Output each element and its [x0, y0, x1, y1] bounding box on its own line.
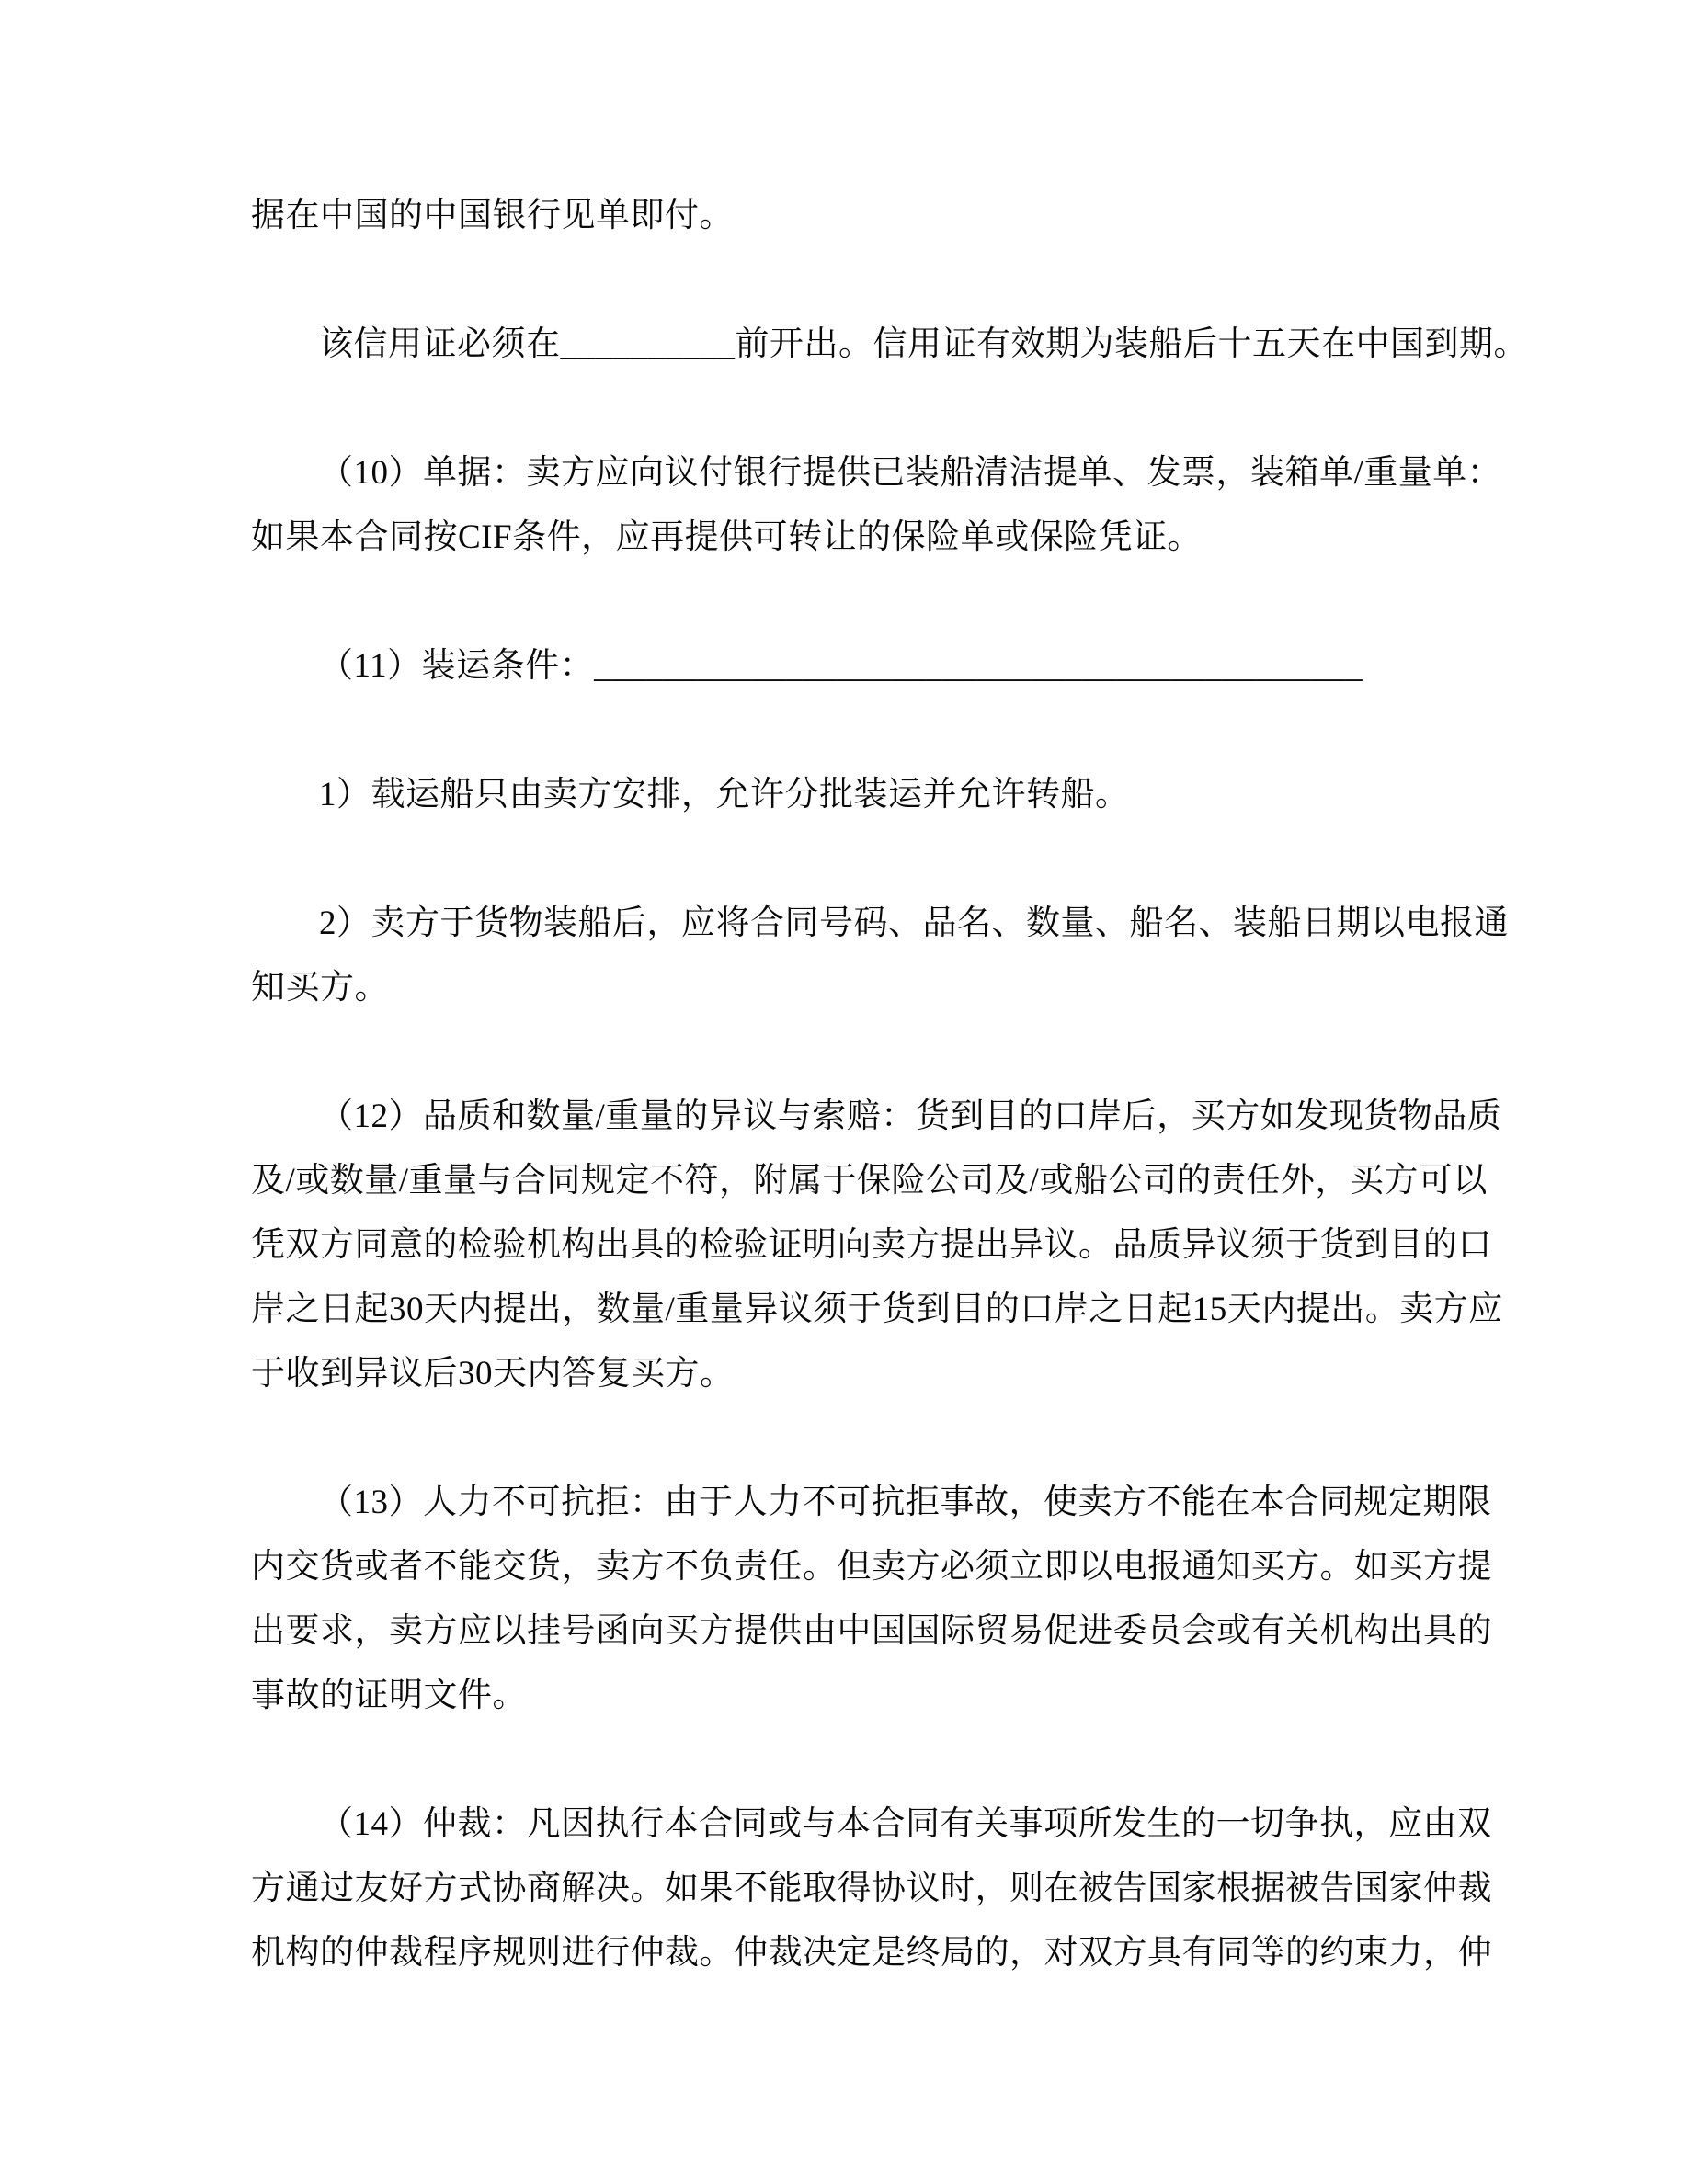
para-13-force-majeure — [251, 1471, 1538, 1728]
text-line: 1）载运船只由卖方安排，允许分批装运并允许转船。 — [319, 776, 1130, 813]
text-line: （13）人力不可抗拒：由于人力不可抗拒事故，使卖方不能在本合同规定期限 — [319, 1484, 1492, 1521]
para-letter-of-credit — [251, 313, 1538, 377]
text-line: 出要求，卖方应以挂号函向买方提供由中国国际贸易促进委员会或有关机构出具的 — [251, 1612, 1492, 1650]
para-payment-continuation — [251, 184, 1538, 248]
text-line: （11）装运条件：____________________________________________ — [319, 647, 1363, 685]
text-line: （12）品质和数量/重量的异议与索赔：货到目的口岸后，买方如发现货物品质 — [319, 1098, 1502, 1135]
para-11-item-1 — [251, 763, 1538, 827]
text-line: 如果本合同按CIF条件，应再提供可转让的保险单或保险凭证。 — [251, 518, 1203, 556]
text-line: 据在中国的中国银行见单即付。 — [251, 197, 734, 234]
text-line: 凭双方同意的检验机构出具的检验证明向卖方提出异议。品质异议须于货到目的口 — [251, 1226, 1492, 1264]
para-14-arbitration — [251, 1792, 1538, 1985]
para-11-shipment-terms — [251, 634, 1538, 699]
text-line: 方通过友好方式协商解决。如果不能取得协议时，则在被告国家根据被告国家仲裁 — [251, 1870, 1492, 1907]
text-line: （10）单据：卖方应向议付银行提供已装船清洁提单、发票，装箱单/重量单： — [319, 454, 1502, 492]
text-line: 该信用证必须在__________前开出。信用证有效期为装船后十五天在中国到期。 — [319, 325, 1528, 363]
text-line: 知买方。 — [251, 969, 389, 1007]
para-10-documents — [251, 441, 1538, 570]
text-line: 岸之日起30天内提出，数量/重量异议须于货到目的口岸之日起15天内提出。卖方应 — [251, 1291, 1503, 1328]
text-line: 及/或数量/重量与合同规定不符，附属于保险公司及/或船公司的责任外，买方可以 — [251, 1162, 1488, 1200]
para-12-quality-claims — [251, 1085, 1538, 1406]
para-11-item-2 — [251, 892, 1538, 1020]
text-line: 机构的仲裁程序规则进行仲裁。仲裁决定是终局的，对双方具有同等的约束力，仲 — [251, 1934, 1492, 1972]
text-line: 事故的证明文件。 — [251, 1677, 527, 1714]
document-body — [251, 184, 1538, 1985]
text-line: 2）卖方于货物装船后，应将合同号码、品名、数量、船名、装船日期以电报通 — [319, 904, 1509, 942]
text-line: 于收到异议后30天内答复买方。 — [251, 1355, 735, 1393]
text-line: 内交货或者不能交货，卖方不负责任。但卖方必须立即以电报通知买方。如买方提 — [251, 1548, 1492, 1586]
text-line: （14）仲裁：凡因执行本合同或与本合同有关事项所发生的一切争执，应由双 — [319, 1805, 1492, 1843]
